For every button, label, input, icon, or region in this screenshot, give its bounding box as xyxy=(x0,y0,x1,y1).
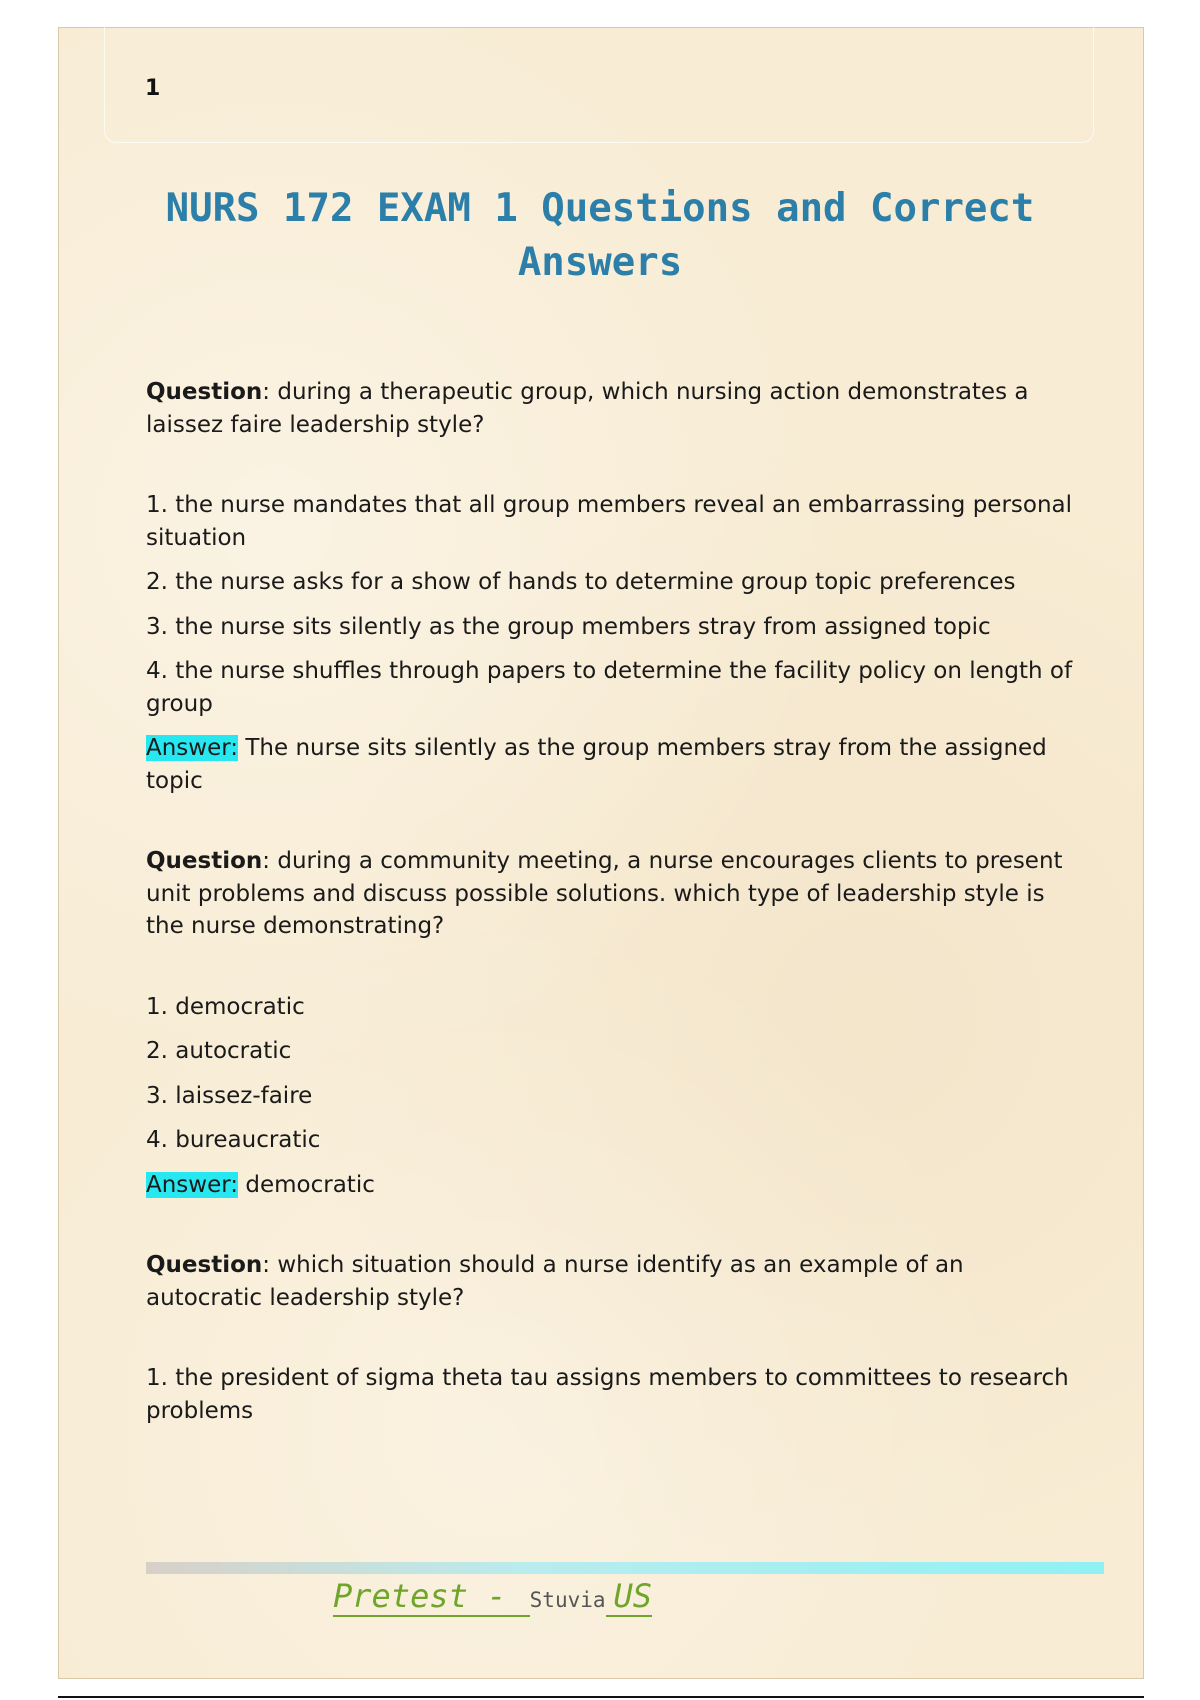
footer-us: US xyxy=(606,1577,653,1617)
bottom-rule xyxy=(58,1696,1144,1698)
option-4: 4. bureaucratic xyxy=(146,1127,321,1153)
question-1 xyxy=(146,376,1076,441)
answer-text: democratic xyxy=(238,1171,375,1198)
footer-bar xyxy=(146,1562,1104,1574)
title-line-1: NURS 172 EXAM 1 Questions and Correct xyxy=(165,186,1035,231)
option-2: 2. autocratic xyxy=(146,1038,292,1064)
option-3: 3. the nurse sits silently as the group members stray from assigned topic xyxy=(146,613,991,640)
page-number: 1 xyxy=(145,76,161,101)
answer-2 xyxy=(146,1169,1076,1202)
document-title xyxy=(120,182,1080,290)
answer-label: Answer: xyxy=(146,735,239,761)
title-line-2: Answers xyxy=(517,240,683,285)
option-1: 1. the nurse mandates that all group members reveal an embarrassing personal situation xyxy=(146,492,1073,551)
footer-stuvia: Stuvia xyxy=(529,1588,606,1612)
option-3: 3. laissez-faire xyxy=(146,1082,313,1109)
question-label: Question xyxy=(146,848,263,874)
header-frame xyxy=(104,27,1094,143)
questions-content xyxy=(146,376,1076,1439)
footer-pretest: Pretest - xyxy=(333,1577,530,1617)
option-1: 1. the president of sigma theta tau assigns members to committees to research problems xyxy=(146,1365,1069,1424)
question-2 xyxy=(146,845,1076,943)
question-3 xyxy=(146,1249,1076,1314)
question-label: Question xyxy=(146,379,263,405)
answer-text: The nurse sits silently as the group members stray from the assigned topic xyxy=(146,735,1047,794)
question-text: : which situation should a nurse identify as an example of an autocratic leadership style? xyxy=(146,1252,964,1311)
option-2: 2. the nurse asks for a show of hands to determine group topic preferences xyxy=(146,569,1016,595)
option-1: 1. democratic xyxy=(146,993,305,1020)
answer-1 xyxy=(146,732,1076,797)
footer-watermark xyxy=(333,1577,652,1615)
question-text: : during a therapeutic group, which nursing action demonstrates a laissez faire leadership style? xyxy=(146,379,1029,438)
question-label: Question xyxy=(146,1252,263,1278)
question-text: : during a community meeting, a nurse encourages clients to present unit problems and discuss possible solutions. which type of leadership style is the nurse demonstrating? xyxy=(146,848,1063,939)
option-4: 4. the nurse shuffles through papers to determine the facility policy on length of group xyxy=(146,658,1073,717)
answer-label: Answer: xyxy=(146,1171,239,1198)
